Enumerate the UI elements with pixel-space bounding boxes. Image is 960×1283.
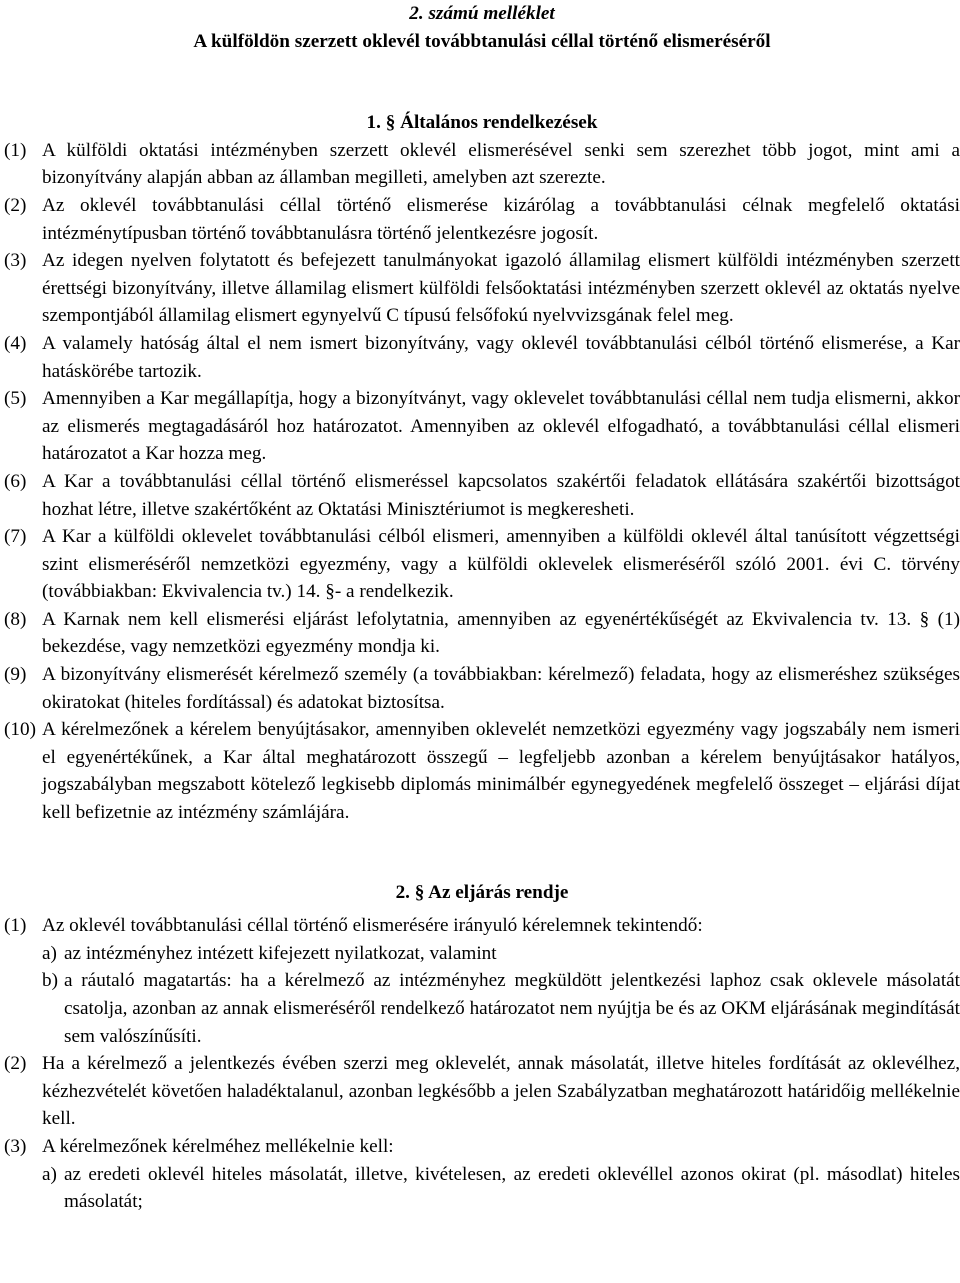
paragraph-text: Ha a kérelmező a jelentkezés évében szerzi meg oklevelét, annak másolatát, illetve hiteles fordítását az oklevélhez, kézhezvételét követően haladéktalanul, azonban legkésőbb a jelen Szabályzatban meghatározott határidőig mellékelnie kell. [42, 1053, 960, 1130]
paragraph-1-2 [4, 192, 960, 247]
paragraph-number: (3) [4, 250, 27, 272]
paragraph-2-3 [4, 1133, 960, 1216]
subitem-label: a) [42, 1163, 57, 1185]
paragraph-2-1 [4, 912, 960, 1050]
subitem-label: a) [42, 942, 57, 964]
subitem-text: az intézményhez intézett kifejezett nyilatkozat, valamint [64, 942, 497, 964]
subitem-text: az eredeti oklevél hiteles másolatát, illetve, kivételesen, az eredeti oklevéllel azonos okirat (pl. másodlat) hiteles másolatát; [64, 1163, 960, 1213]
section-2-title: 2. § Az eljárás rendje [395, 881, 569, 903]
subitem-text: a ráutaló magatartás: ha a kérelmező az intézményhez megküldött jelentkezési laphoz csak oklevele másolatát csatolja, azonban az annak elismeréséről rendelkező határozatot nem nyújtja be és az OKM eljárásának megindítását sem valószínűsíti. [64, 970, 960, 1047]
paragraph-1-1 [4, 137, 960, 192]
paragraph-text: Az oklevél továbbtanulási céllal történő elismerése kizárólag a továbbtanulási célnak megfelelő oktatási intézménytípusban történő továbbtanulásra történő jelentkezésre jogosít. [42, 194, 960, 244]
paragraph-number: (2) [4, 194, 27, 216]
paragraph-text: A külföldi oktatási intézményben szerzett oklevél elismerésével senki sem szerezhet több jogot, mint ami a bizonyítvány alapján abban az államban megilleti, amelyben azt szerezte. [42, 139, 960, 189]
section-1-body [4, 137, 960, 827]
paragraph-1-4 [4, 330, 960, 385]
paragraph-number: (1) [4, 139, 27, 161]
paragraph-2-2 [4, 1050, 960, 1133]
paragraph-number: (7) [4, 526, 27, 548]
subitem-a [42, 940, 960, 968]
paragraph-text: Az idegen nyelven folytatott és befejezett tanulmányokat igazoló államilag elismert külföldi intézményben szerzett érettségi bizonyítvány, illetve államilag elismert külföldi felsőoktatási intézményben szerzett oklevél az oktatás nyelve szempontjából államilag elismert egynyelvű C típusú felsőfokú nyelvvizsgának felel meg. [42, 250, 960, 327]
paragraph-1-6 [4, 468, 960, 523]
paragraph-1-9 [4, 661, 960, 716]
paragraph-number: (6) [4, 470, 27, 492]
paragraph-1-7 [4, 523, 960, 606]
subitem-a [42, 1161, 960, 1216]
paragraph-number: (5) [4, 388, 27, 410]
paragraph-text: Amennyiben a Kar megállapítja, hogy a bizonyítványt, vagy oklevelet továbbtanulási céllal nem tudja elismerni, akkor az elismerés megtagadásáról hoz határozatot. Amennyiben az oklevél elfogadható, a továbbtanulási céllal elismeri határozatot a Kar hozza meg. [42, 388, 960, 465]
subitem-b [42, 967, 960, 1050]
paragraph-text: A Kar a külföldi oklevelet továbbtanulási célból elismeri, amennyiben a külföldi oklevél által tanúsított végzettségi szint elismeréséről nemzetközi egyezmény, vagy a külföldi oklevelek elismeréséről szóló 2001. évi C. törvény (továbbiakban: Ekvivalencia tv.) 14. §- a rendelkezik. [42, 526, 960, 603]
paragraph-text: A kérelmezőnek a kérelem benyújtásakor, amennyiben oklevelét nemzetközi egyezmény vagy jogszabály nem ismeri el egyenértékűnek, a Kar által meghatározott összegű – legfeljebb azonban a kérelem benyújtásakor hatályos, jogszabályban megszabott kötelező legkisebb diplomás minimálbér egynegyedének megfelelő összeget – eljárási díjat kell befizetnie az intézmény számlájára. [42, 719, 960, 824]
paragraph-number: (3) [4, 1135, 27, 1157]
section-1-title: 1. § Általános rendelkezések [366, 112, 598, 134]
paragraph-1-8 [4, 606, 960, 661]
annex-label: 2. számú melléklet [409, 3, 555, 24]
document-title: A külföldön szerzett oklevél továbbtanulási céllal történő elismeréséről [193, 30, 771, 52]
paragraph-number: (8) [4, 608, 27, 630]
paragraph-text: A Karnak nem kell elismerési eljárást lefolytatnia, amennyiben az egyenértékűségét az Ekvivalencia tv. 13. § (1) bekezdése, vagy nemzetközi egyezmény mondja ki. [42, 608, 960, 658]
paragraph-1-5 [4, 385, 960, 468]
paragraph-1-10 [4, 716, 960, 826]
subitem-label: b) [42, 970, 58, 992]
paragraph-number: (10) [4, 719, 36, 741]
paragraph-number: (4) [4, 332, 27, 354]
paragraph-number: (1) [4, 915, 27, 937]
paragraph-number: (2) [4, 1053, 27, 1075]
paragraph-1-3 [4, 247, 960, 330]
section-2-body [4, 912, 960, 1216]
paragraph-text: A Kar a továbbtanulási céllal történő elismeréssel kapcsolatos szakértői feladatok ellátására szakértői bizottságot hozhat létre, illetve szakértőként az Oktatási Minisztériumot is megkeresheti. [42, 470, 960, 520]
paragraph-text: A kérelmezőnek kérelméhez mellékelnie kell: [42, 1135, 394, 1157]
paragraph-text: A bizonyítvány elismerését kérelmező személy (a továbbiakban: kérelmező) feladata, hogy az elismeréshez szükséges okiratokat (hiteles fordítással) és adatokat biztosítsa. [42, 664, 960, 713]
paragraph-text: Az oklevél továbbtanulási céllal történő elismerésére irányuló kérelemnek tekintendő: [42, 915, 703, 937]
paragraph-number: (9) [4, 664, 27, 686]
paragraph-text: A valamely hatóság által el nem ismert bizonyítvány, vagy oklevél továbbtanulási célból történő elismerése, a Kar hatáskörébe tartozik. [42, 332, 960, 382]
